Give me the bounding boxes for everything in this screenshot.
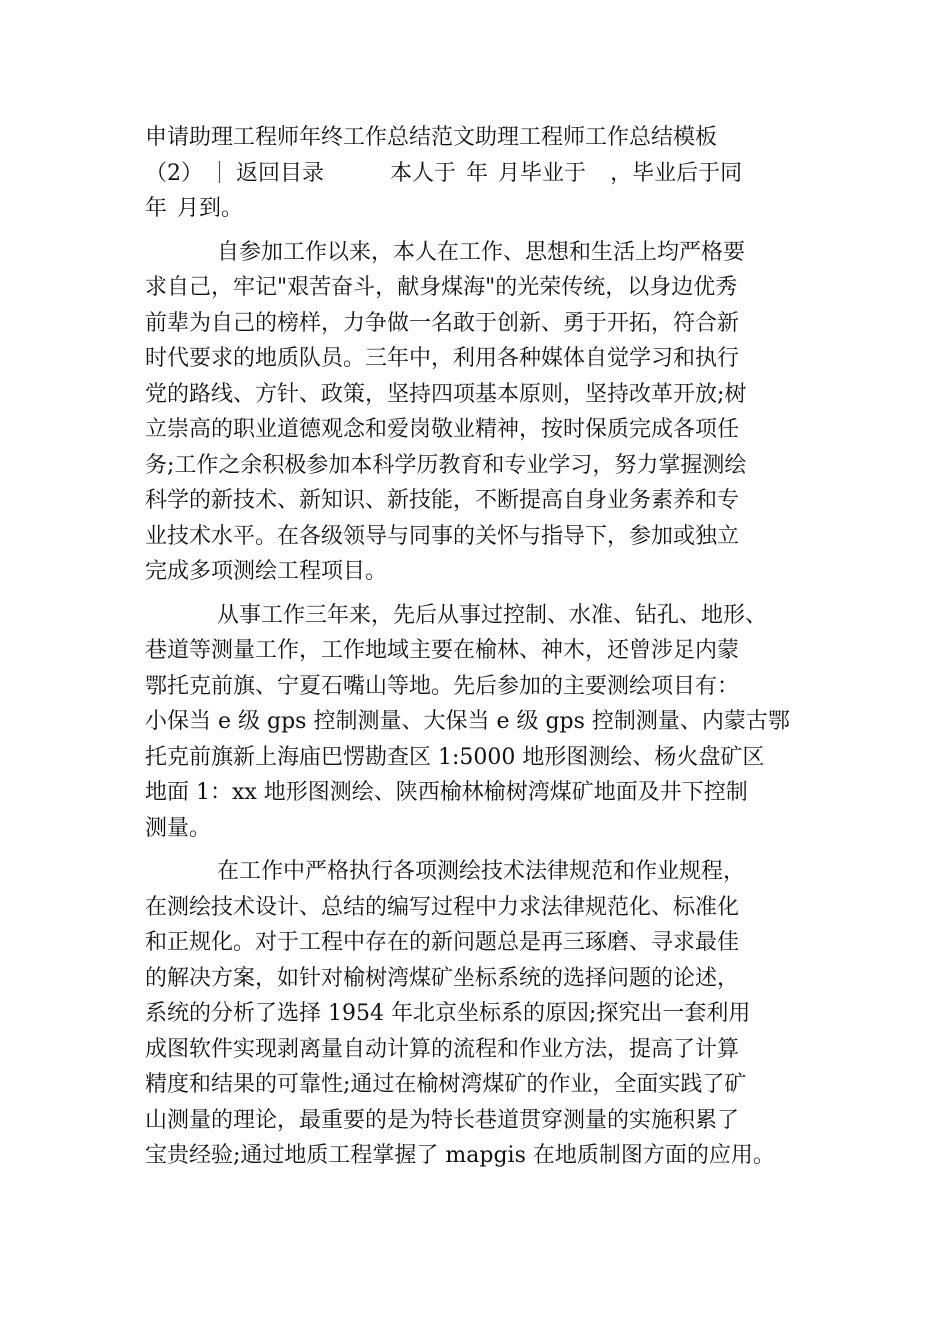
paragraph-line: 党的路线、方针、政策，坚持四项基本原则，坚持改革开放;树: [145, 381, 747, 407]
paragraph-line: 宝贵经验;通过地质工程掌握了 mapgis 在地质制图方面的应用。: [145, 1143, 775, 1168]
part-number: （2）: [145, 160, 203, 186]
paragraph-line: 小保当 e 级 gps 控制测量、大保当 e 级 gps 控制测量、内蒙古鄂: [145, 709, 790, 734]
document-body: [145, 120, 810, 1174]
paragraph-line: 和正规化。对于工程中存在的新问题总是再三琢磨、寻求最佳: [145, 930, 740, 955]
intro-text-1: 本人于: [390, 160, 457, 186]
intro-text-4: ，毕业后于同: [610, 160, 743, 186]
paragraph-line: 从事工作三年来，先后从事过控制、水准、钻孔、地形、: [217, 602, 768, 628]
paragraph-line: 巷道等测量工作，工作地域主要在榆林、神木，还曾涉足内蒙: [145, 638, 740, 663]
paragraph-line: 系统的分析了选择 1954 年北京坐标系的原因;探究出一套利用: [145, 1001, 751, 1026]
paragraph-line: 的解决方案，如针对榆树湾煤矿坐标系统的选择问题的论述，: [145, 965, 740, 991]
intro-text-3: 月毕业于: [498, 160, 587, 186]
paragraph-line: 前辈为自己的榜样，力争做一名敢于创新、勇于开拓，符合新: [145, 310, 740, 336]
document-title: 申请助理工程师年终工作总结范文助理工程师工作总结模板: [145, 125, 718, 150]
paragraph-line: 精度和结果的可靠性;通过在榆树湾煤矿的作业，全面实践了矿: [145, 1072, 747, 1097]
paragraph-line: 成图软件实现剥离量自动计算的流程和作业方法，提高了计算: [145, 1036, 740, 1062]
title-line-2: [145, 156, 810, 192]
paragraph-line: 完成多项测绘工程项目。: [145, 559, 388, 584]
paragraph-line: 托克前旗新上海庙巴愣勘查区 1:5000 地形图测绘、杨火盘矿区: [145, 744, 765, 770]
intro-text-6: 月到。: [177, 196, 244, 221]
paragraph-line: 业技术水平。在各级领导与同事的关怀与指导下，参加或独立: [145, 523, 740, 549]
paragraph-line: 地面 1：xx 地形图测绘、陕西榆林榆树湾煤矿地面及井下控制: [145, 780, 748, 805]
paragraph-2: [145, 598, 810, 847]
intro-text-2: 年: [466, 160, 489, 186]
paragraph-line: 求自己，牢记"艰苦奋斗，献身煤海"的光荣传统，以身边优秀: [145, 275, 738, 300]
paragraph-line: 鄂托克前旗、宁夏石嘴山等地。先后参加的主要测绘项目有：: [145, 673, 740, 699]
paragraph-1: [145, 235, 810, 590]
intro-text-5: 年: [145, 196, 168, 221]
paragraph-line: 务;工作之余积极参加本科学历教育和专业学习，努力掌握测绘: [145, 452, 747, 478]
paragraph-line: 山测量的理论，最重要的是为特长巷道贯穿测量的实施积累了: [145, 1107, 740, 1133]
title-line-3: [145, 191, 810, 227]
paragraph-line: 在测绘技术设计、总结的编写过程中力求法律规范化、标准化: [145, 894, 740, 920]
back-to-contents-link[interactable]: 返回目录: [236, 160, 325, 186]
separator-bar: [219, 161, 220, 183]
paragraph-line: 立崇高的职业道德观念和爱岗敬业精神，按时保质完成各项任: [145, 417, 740, 442]
paragraph-line: 在工作中严格执行各项测绘技术法律规范和作业规程，: [217, 859, 746, 884]
paragraph-line: 科学的新技术、新知识、新技能，不断提高自身业务素养和专: [145, 488, 740, 513]
paragraph-3: [145, 854, 810, 1174]
paragraph-line: 时代要求的地质队员。三年中，利用各种媒体自觉学习和执行: [145, 346, 740, 371]
paragraph-line: 测量。: [145, 815, 212, 841]
paragraph-line: 自参加工作以来，本人在工作、思想和生活上均严格要: [217, 239, 746, 265]
